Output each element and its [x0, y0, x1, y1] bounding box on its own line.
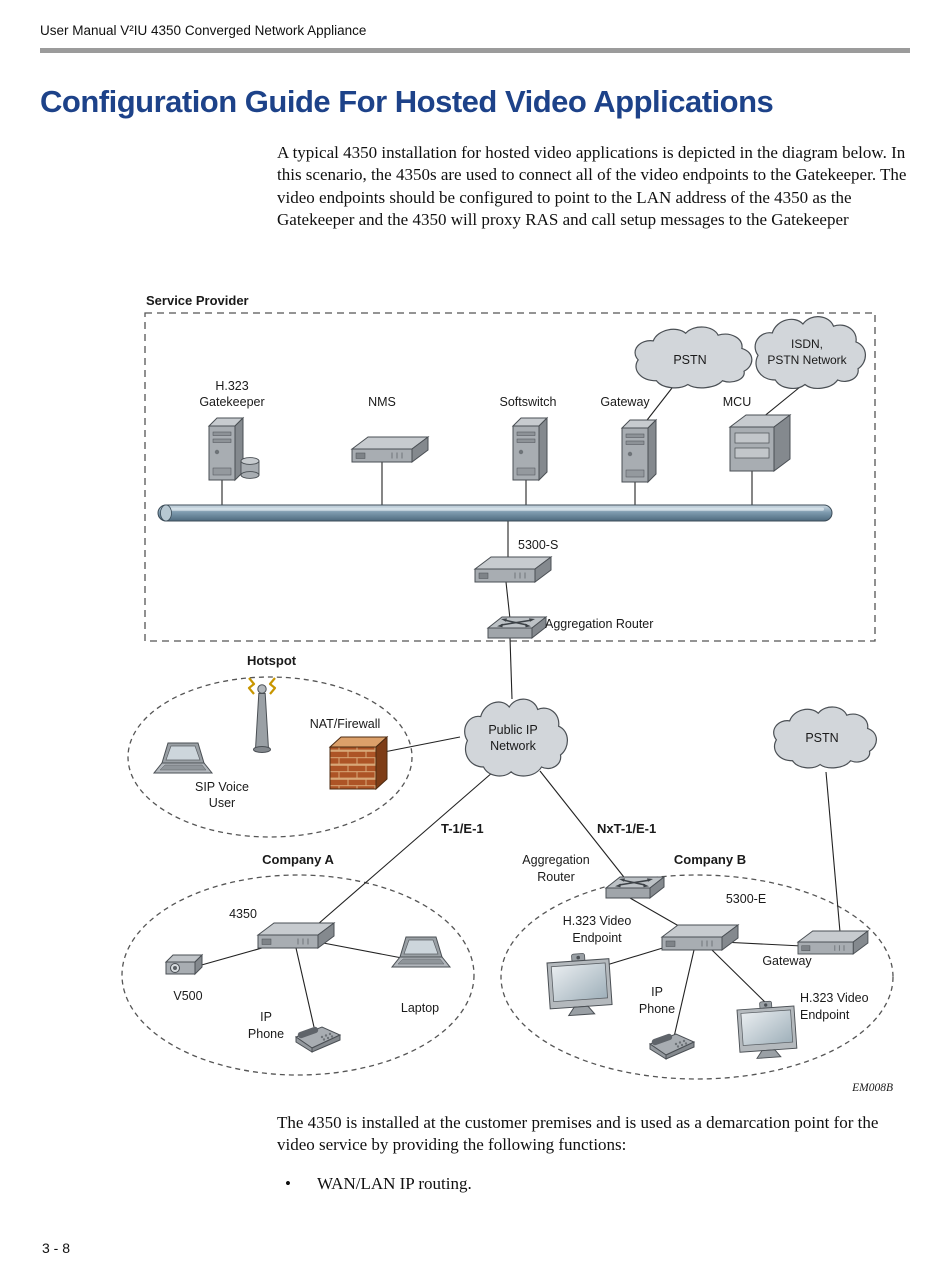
label-endpoint2-1: H.323 Video: [800, 991, 869, 1005]
bullet-marker: •: [285, 1174, 291, 1193]
video-endpoint-2-icon: [737, 1000, 798, 1060]
label-gatekeeper-1: H.323: [215, 379, 249, 393]
device-4350-icon: [258, 923, 334, 948]
bullet-text: WAN/LAN IP routing.: [317, 1174, 472, 1193]
label-company-a: Company A: [262, 852, 334, 867]
label-gateway-b: Gateway: [762, 954, 812, 968]
label-mcu: MCU: [722, 395, 752, 409]
firewall-icon: [330, 737, 387, 789]
public-ip-cloud-icon: [465, 699, 568, 776]
label-laptop: Laptop: [400, 1001, 440, 1015]
network-diagram-svg: [0, 285, 950, 1100]
header-title: User Manual V²IU 4350 Converged Network Appliance: [40, 23, 367, 38]
intro-paragraph: A typical 4350 installation for hosted video applications is depicted in the diagram below. In this scenario, the 4350s are used to connect all of the video endpoints to the Gatekeeper. The video endpoints should be configured to point to the LAN address of the 4350 as the Gatekeeper and the 4350 will proxy RAS and call setup messages to the Gatekeeper: [277, 143, 907, 230]
label-sip-voice-1: SIP Voice: [195, 780, 249, 794]
header-rule: [40, 48, 910, 53]
gatekeeper-database-icon: [241, 458, 259, 479]
network-diagram: [0, 285, 950, 1100]
page-number: 3 - 8: [42, 1240, 71, 1256]
label-nxt1-e1: NxT-1/E-1: [597, 821, 657, 836]
switch-5300e-icon: [662, 925, 738, 950]
sip-laptop-icon: [154, 743, 212, 773]
aggregation-router-top-icon: [488, 617, 546, 638]
switch-5300s-icon: [475, 557, 551, 582]
label-service-provider: Service Provider: [146, 293, 249, 308]
v500-camera-icon: [166, 955, 202, 974]
label-isdn-2: PSTN Network: [767, 353, 847, 367]
label-ip-phone-b-2: Phone: [638, 1002, 676, 1016]
label-company-b: Company B: [673, 852, 747, 867]
label-nat-firewall: NAT/Firewall: [309, 717, 381, 731]
nms-device-icon: [352, 437, 428, 462]
gateway-server-icon: [622, 420, 656, 482]
label-pstn-right: PSTN: [805, 731, 839, 745]
label-pstn-top: PSTN: [673, 353, 707, 367]
backbone-bus: [158, 505, 832, 521]
label-ip-phone-a-2: Phone: [247, 1027, 285, 1041]
company-a-boundary: [122, 875, 474, 1075]
label-ip-phone-a-1: IP: [260, 1010, 272, 1024]
label-5300s: 5300-S: [518, 538, 559, 552]
label-gatekeeper-2: Gatekeeper: [199, 395, 265, 409]
label-ip-phone-b-1: IP: [651, 985, 663, 999]
wireless-antenna-icon: [249, 678, 275, 753]
aggregation-router-b-icon: [606, 877, 664, 898]
label-gateway-top: Gateway: [600, 395, 650, 409]
gatekeeper-server-icon: [209, 418, 243, 480]
label-endpoint1-2: Endpoint: [572, 931, 622, 945]
label-isdn-1: ISDN,: [790, 337, 824, 351]
bullet-item: [285, 1174, 885, 1194]
softswitch-server-icon: [513, 418, 547, 480]
label-t1-e1: T-1/E-1: [441, 821, 484, 836]
label-5300e: 5300-E: [725, 892, 767, 906]
page-title: Configuration Guide For Hosted Video Applications: [40, 84, 774, 119]
label-sip-voice-2: User: [208, 796, 236, 810]
label-hotspot: Hotspot: [247, 653, 297, 668]
figure-id: EM008B: [852, 1082, 893, 1094]
label-agg-router-b-1: Aggregation: [522, 853, 590, 867]
label-aggregation-router-top: Aggregation Router: [545, 617, 654, 631]
video-endpoint-1-icon: [547, 952, 613, 1017]
label-v500: V500: [173, 989, 203, 1003]
label-endpoint2-2: Endpoint: [800, 1008, 850, 1022]
ip-phone-b-icon: [650, 1034, 694, 1059]
label-nms: NMS: [368, 395, 396, 409]
label-4350: 4350: [229, 907, 257, 921]
gateway-b-icon: [798, 931, 868, 954]
label-endpoint1-1: H.323 Video: [562, 914, 632, 928]
label-agg-router-b-2: Router: [537, 870, 575, 884]
label-public-ip-1: Public IP: [488, 723, 538, 737]
ip-phone-a-icon: [296, 1027, 340, 1052]
mcu-device-icon: [730, 415, 790, 471]
body-paragraph-2: The 4350 is installed at the customer premises and is used as a demarcation point for the video service by providing the following functions:: [277, 1113, 879, 1155]
label-public-ip-2: Network: [490, 739, 536, 753]
laptop-a-icon: [392, 937, 450, 967]
label-softswitch: Softswitch: [499, 395, 557, 409]
